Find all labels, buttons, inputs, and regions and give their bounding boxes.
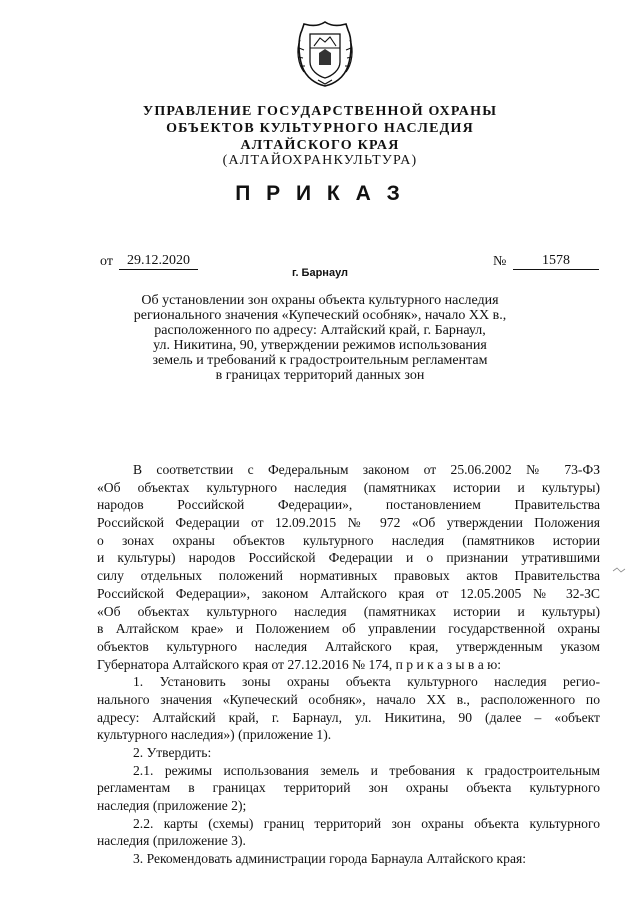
org-name-line-3: АЛТАЙСКОГО КРАЯ (240, 138, 400, 153)
org-name-line-1: УПРАВЛЕНИЕ ГОСУДАРСТВЕННОЙ ОХРАНЫ (142, 104, 498, 119)
body-line: 2. Утвердить: (133, 745, 212, 760)
subject-line: ул. Никитина, 90, утверждении режимов использования (153, 338, 487, 353)
body-line: силу отдельных положений нормативных правовых актов Правительства (97, 568, 600, 584)
number-prefix: № (493, 254, 507, 269)
body-line: и культуры) народов Российской Федерации и о признании утратившими (97, 550, 600, 566)
body-line: 3. Рекомендовать администрации города Барнаула Алтайского края: (133, 851, 527, 867)
body-line: 2.1. режимы использования земель и требования к градостроительным (133, 762, 600, 778)
order-date: 29.12.2020 (119, 252, 198, 270)
body-line: культурного наследия») (приложение 1). (97, 727, 332, 743)
body-line: адресу: Алтайский край, г. Барнаул, ул. Никитина, 90 (далее – «объект (97, 709, 600, 725)
body-line: народов Российской Федерации», постановлением Правительства (97, 497, 600, 513)
body-line: о зонах охраны объектов культурного наследия (памятников истории (97, 532, 600, 548)
document-type-title: П Р И К А З (235, 182, 405, 205)
altai-krai-coat-of-arms-icon (296, 20, 354, 88)
margin-mark-icon (612, 566, 626, 576)
org-name-line-2: ОБЪЕКТОВ КУЛЬТУРНОГО НАСЛЕДИЯ (166, 121, 474, 136)
body-line: в Алтайском крае» и Положением об управлении государственной охраны (97, 621, 600, 637)
org-short-name: (АЛТАЙОХРАНКУЛЬТУРА) (222, 153, 418, 168)
subject-line: Об установлении зон охраны объекта культурного наследия (141, 293, 499, 308)
body-line: «Об объектах культурного наследия (памятниках истории и культуры) (97, 479, 600, 495)
body-line: 2.2. карты (схемы) границ территорий зон охраны объекта культурного (133, 815, 600, 831)
body-line: нального значения «Купеческий особняк», начало XX в., расположенного по (97, 691, 600, 707)
body-line: Российской Федерации», законом Алтайского края от 12.05.2005 № 32-ЗС (97, 585, 600, 601)
body-line: В соответствии с Федеральным законом от 25.06.2002 № 73-ФЗ (133, 462, 600, 477)
order-body (97, 461, 600, 868)
subject-line: в границах территорий данных зон (215, 368, 425, 383)
subject-line: расположенного по адресу: Алтайский край, г. Барнаул, (154, 323, 486, 338)
body-line: «Об объектах культурного наследия (памятниках истории и культуры) (97, 603, 600, 619)
order-number: 1578 (513, 252, 599, 270)
city-name: г. Барнаул (291, 267, 349, 279)
subject-line: регионального значения «Купеческий особняк», начало XX в., (133, 308, 507, 323)
order-subject (100, 293, 540, 383)
body-line: наследия (приложение 2); (97, 798, 247, 814)
body-line: регламентам в границах территорий зон охраны объекта культурного (97, 780, 600, 796)
body-line: наследия (приложение 3). (97, 833, 246, 849)
subject-line: земель и требований к градостроительным регламентам (152, 353, 488, 368)
body-line: Российской Федерации от 12.09.2015 № 972 «Об утверждении Положения (97, 515, 600, 531)
date-prefix: от (100, 254, 113, 269)
body-line: Губернатора Алтайского края от 27.12.2016 № 174, п р и к а з ы в а ю: (97, 656, 502, 672)
body-line: 1. Установить зоны охраны объекта культурного наследия регио- (133, 674, 600, 690)
body-line: объектов культурного наследия Алтайского края, утвержденным указом (97, 638, 600, 654)
